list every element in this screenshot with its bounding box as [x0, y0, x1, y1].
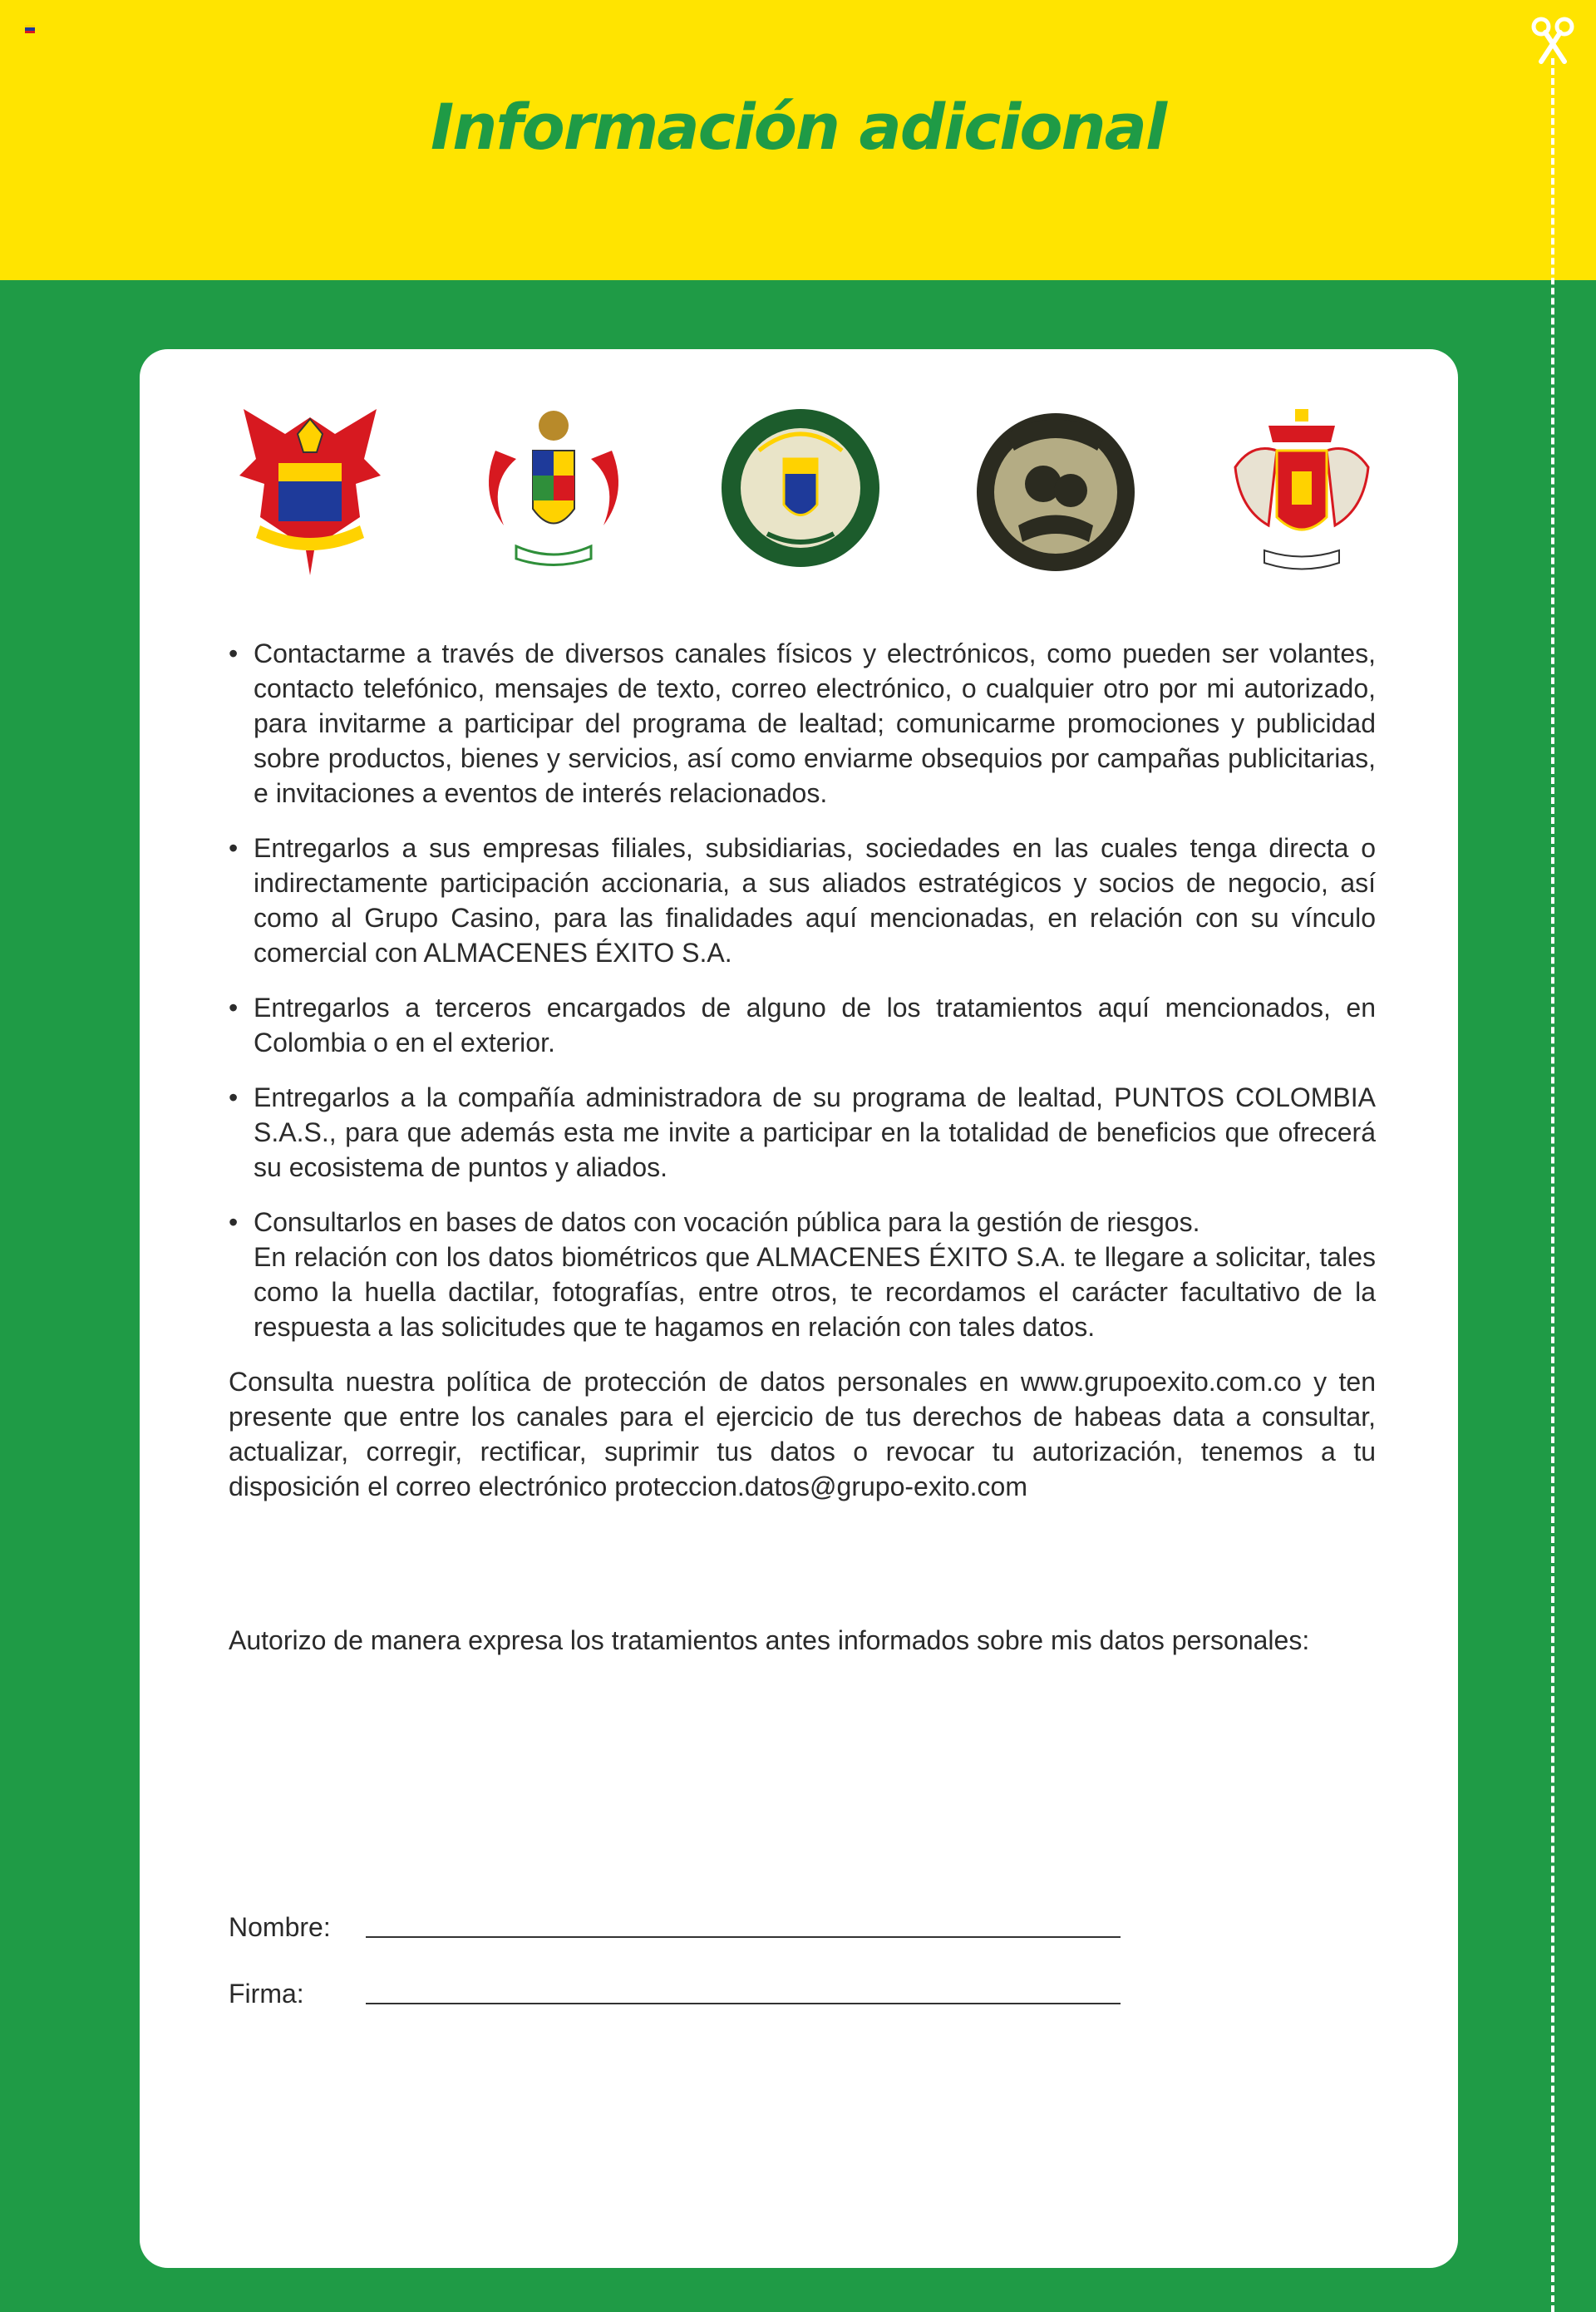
city-coat-of-arms-emblem	[1219, 401, 1385, 579]
policy-paragraph: Consulta nuestra política de protección de datos personales en www.grupoexito.com.co y ten presente que entre los canales para el ejercicio de tus derechos de habeas data a consultar, actualizar, corregir, rectificar, suprimir tus datos o revocar tu autorización, tenemos a tu disposición el correo electrónico proteccion.datos@grupo-exito.com	[229, 1367, 1376, 1501]
gaula-military-badge-emblem	[973, 401, 1139, 579]
list-item-continuation: En relación con los datos biométricos que ALMACENES ÉXITO S.A. te llegare a solicitar, tales como la huella dactilar, fotografías, entre otros, te recordamos el carácter facultativo de la respuesta a las solicitudes que te hagamos en relación con tales datos.	[254, 1242, 1376, 1342]
body-text	[229, 636, 1376, 1504]
signature-label: Firma:	[229, 1979, 304, 2009]
coat-of-arms-eagle-emblem	[227, 401, 393, 579]
list-item: • Entregarlos a sus empresas filiales, subsidiarias, sociedades en las cuales tenga directa o indirectamente participación accionaria, a sus aliados estratégicos y socios de negocio, así como al Grupo Casino, para las finalidades aquí mencionadas, en relación con su vínculo comercial con ALMACENES ÉXITO S.A.	[229, 833, 1376, 968]
header-band	[0, 0, 1596, 280]
name-field-row	[229, 1908, 1143, 1950]
page-title: Información adicional	[431, 90, 1165, 164]
coat-of-arms-shield-emblem	[470, 401, 637, 579]
list-item: • Entregarlos a la compañía administradora de su programa de lealtad, PUNTOS COLOMBIA S.A.S., para que además esta me invite a participar en la totalidad de beneficios que ofrecerá su ecosistema de puntos y aliados.	[229, 1082, 1376, 1182]
authorization-statement: Autorizo de manera expresa los tratamientos antes informados sobre mis datos personales:	[229, 1625, 1310, 1655]
signature-field-row	[229, 1974, 1143, 2016]
cut-guide-dashed-line	[1551, 58, 1554, 2312]
list-item: • Entregarlos a terceros encargados de alguno de los tratamientos aquí mencionados, en Colombia o en el exterior.	[229, 993, 1376, 1057]
scissors-icon	[1531, 15, 1574, 65]
name-input-line[interactable]	[366, 1936, 1121, 1938]
crest-row	[227, 401, 1391, 579]
content-card	[140, 349, 1458, 2268]
signature-input-line[interactable]	[366, 2003, 1121, 2004]
colombia-flag-icon	[25, 25, 35, 33]
name-label: Nombre:	[229, 1912, 331, 1942]
policia-nacional-seal-emblem	[717, 401, 884, 579]
list-item: • Contactarme a través de diversos canales físicos y electrónicos, como pueden ser volantes, contacto telefónico, mensajes de texto, correo electrónico, o cualquier otro por mi autorizado, para invitarme a participar del programa de lealtad; comunicarme promociones y publicidad sobre productos, bienes y servicios, así como enviarme obsequios por campañas publicitarias, e invitaciones a eventos de interés relacionados.	[229, 638, 1376, 808]
list-item: • Consultarlos en bases de datos con vocación pública para la gestión de riesgos.	[229, 1207, 1200, 1237]
